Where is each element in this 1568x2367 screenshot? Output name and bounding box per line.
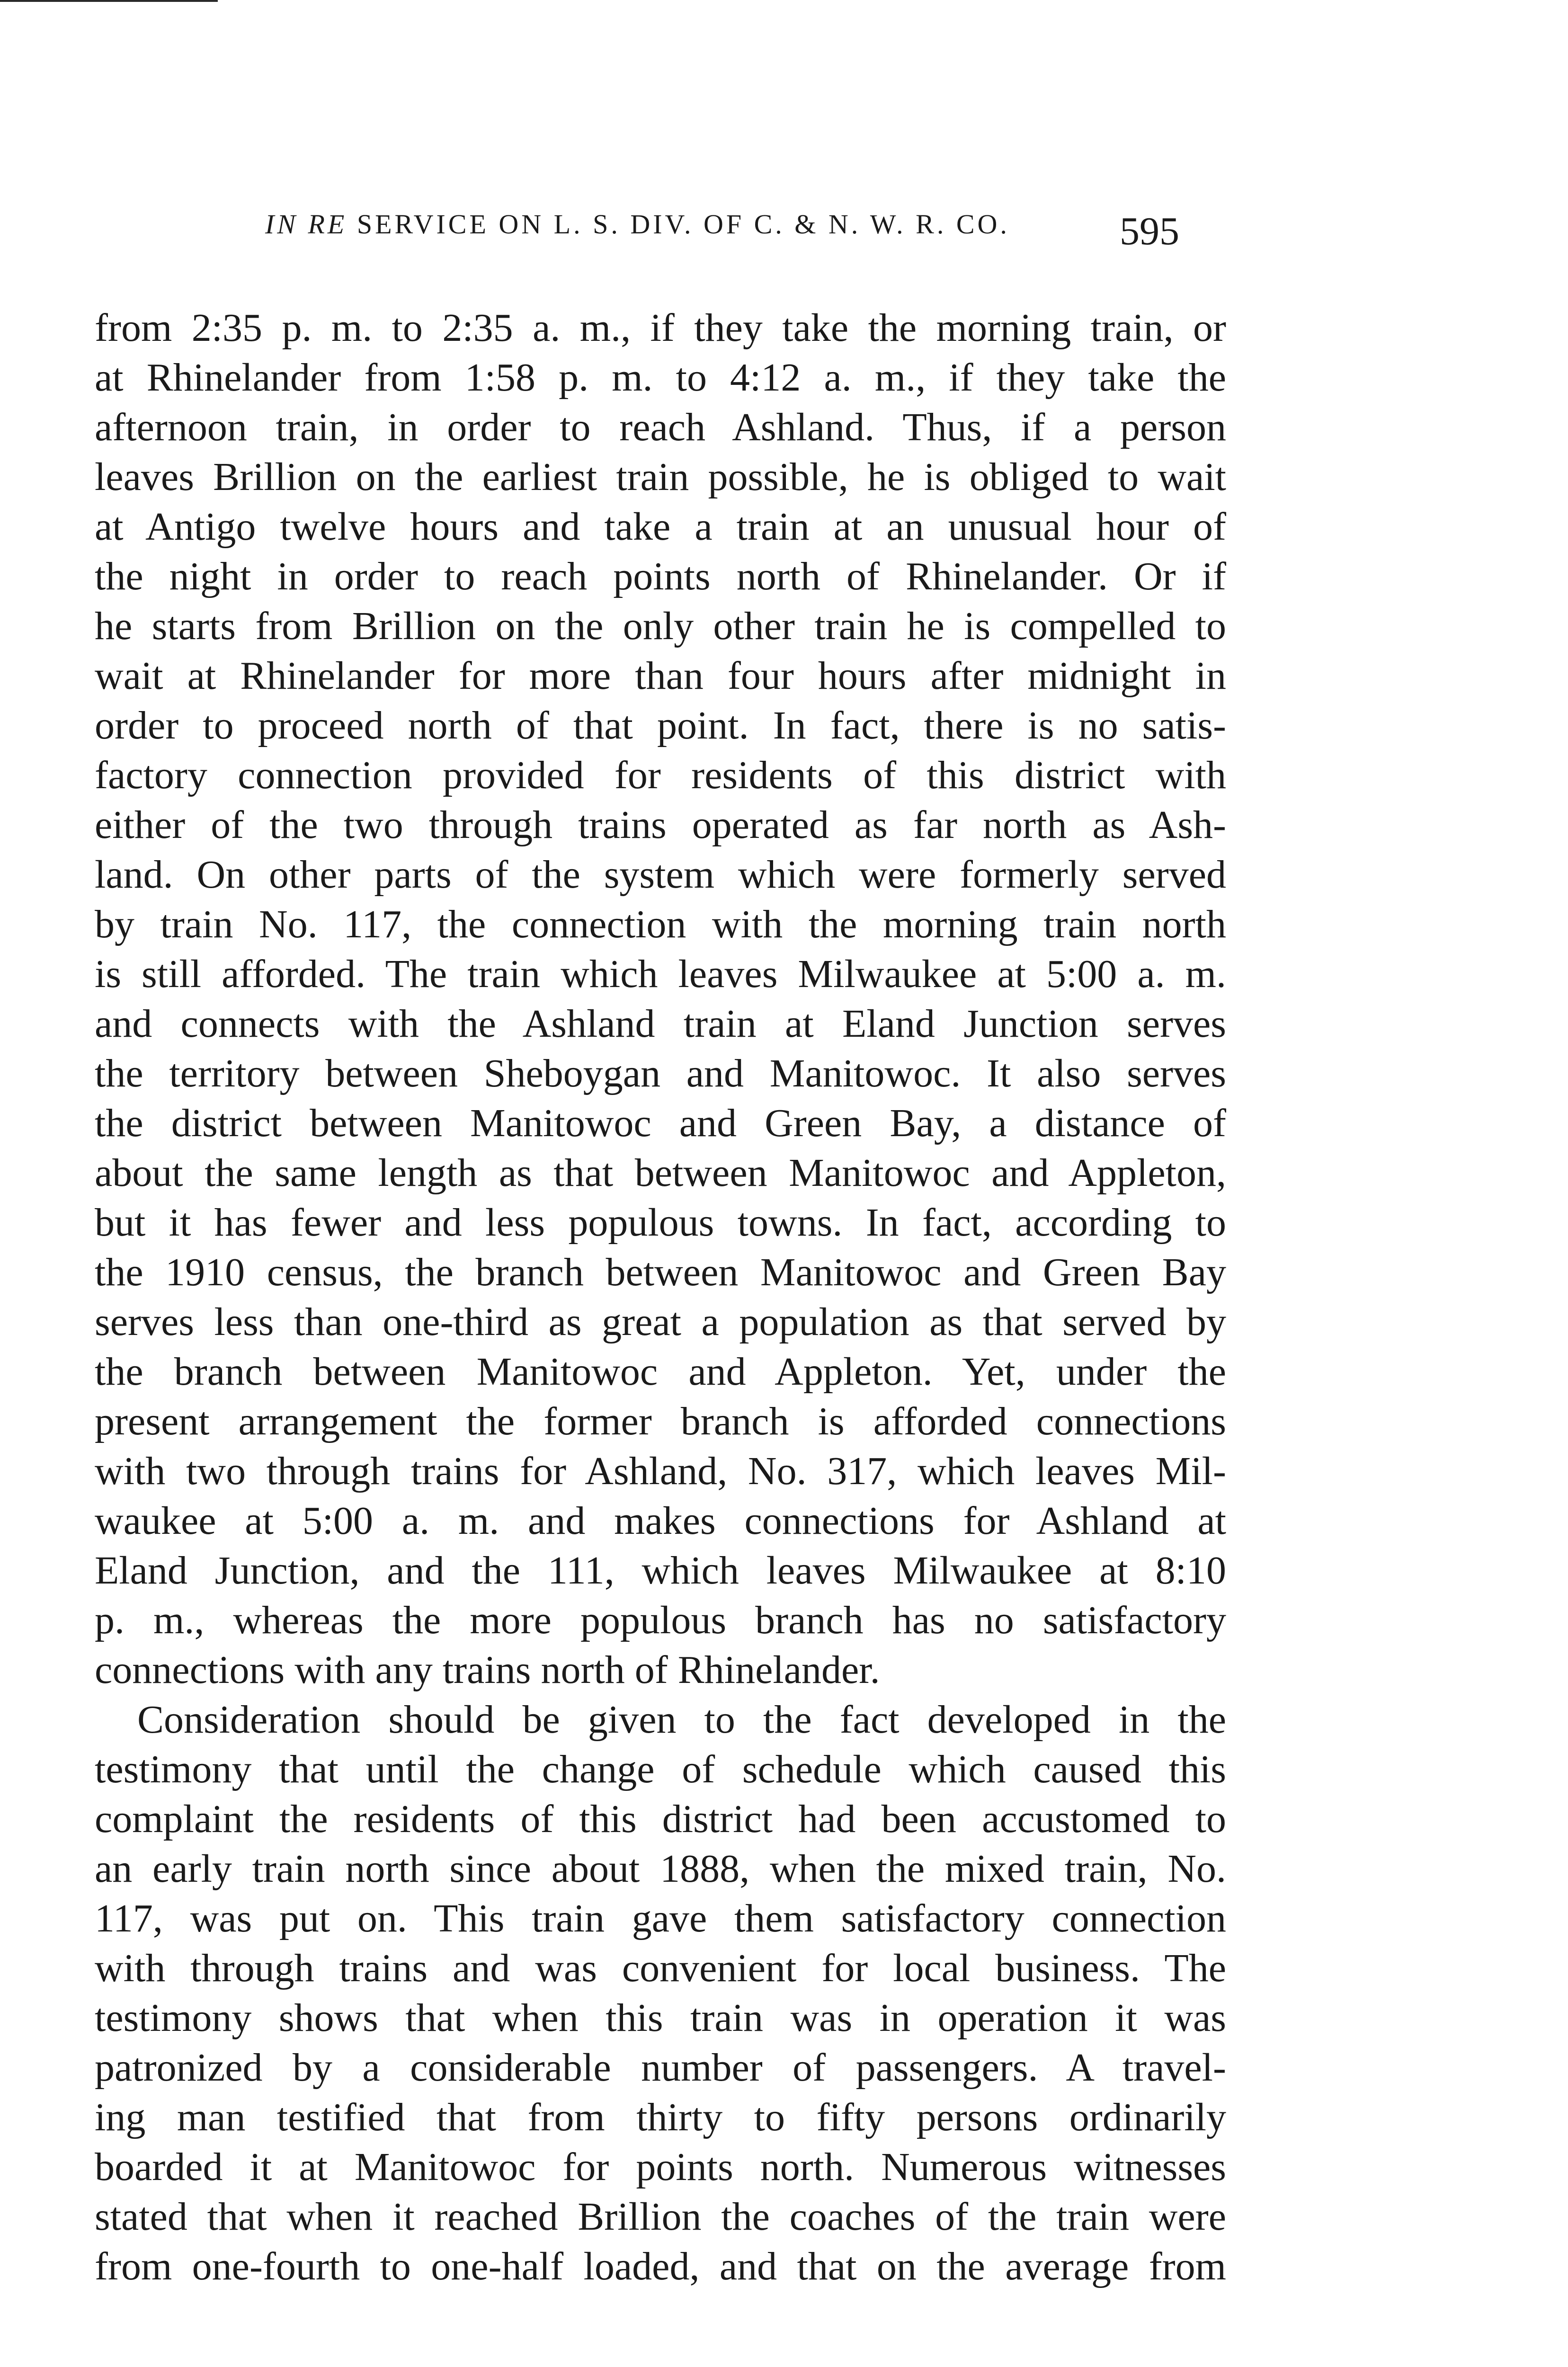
text-line: waukee at 5:00 a. m. and makes connections for Ashland at [95, 1499, 1226, 1543]
text-line: and connects with the Ashland train at Eland Junction serves [95, 1002, 1226, 1046]
text-line: at Antigo twelve hours and take a train at an unusual hour of [95, 505, 1226, 549]
text-line: ing man testified that from thirty to fifty persons ordinarily [95, 2095, 1226, 2139]
text-line: connections with any trains north of Rhinelander. [95, 1648, 880, 1692]
text-line: an early train north since about 1888, when the mixed train, No. [95, 1847, 1226, 1891]
text-line: the branch between Manitowoc and Appleton. Yet, under the [95, 1350, 1226, 1394]
text-line: afternoon train, in order to reach Ashland. Thus, if a person [95, 405, 1226, 449]
text-line: at Rhinelander from 1:58 p. m. to 4:12 a. m., if they take the [95, 356, 1226, 400]
text-line: is still afforded. The train which leaves Milwaukee at 5:00 a. m. [95, 952, 1226, 996]
text-line: with through trains and was convenient for local business. The [95, 1946, 1226, 1990]
text-line: land. On other parts of the system which were formerly served [95, 853, 1226, 897]
text-line: by train No. 117, the connection with the morning train north [95, 902, 1226, 946]
text-line: either of the two through trains operated as far north as Ash- [95, 803, 1226, 847]
text-line: the territory between Sheboygan and Manitowoc. It also serves [95, 1051, 1226, 1095]
paragraph-2 [95, 1695, 1226, 2291]
text-line: the district between Manitowoc and Green Bay, a distance of [95, 1101, 1226, 1145]
running-head-italic: IN RE [265, 209, 347, 240]
text-line: about the same length as that between Manitowoc and Appleton, [95, 1151, 1226, 1195]
text-line: leaves Brillion on the earliest train possible, he is obliged to wait [95, 455, 1226, 499]
text-line: stated that when it reached Brillion the coaches of the train were [95, 2195, 1226, 2239]
text-line: Eland Junction, and the 111, which leaves Milwaukee at 8:10 [95, 1548, 1226, 1593]
text-line: with two through trains for Ashland, No. 317, which leaves Mil- [95, 1449, 1226, 1493]
body-text [95, 303, 1226, 2291]
text-line: serves less than one-third as great a population as that served by [95, 1300, 1226, 1344]
text-line: testimony that until the change of schedule which caused this [95, 1747, 1226, 1791]
text-line: factory connection provided for residents of this district with [95, 753, 1226, 797]
text-line: but it has fewer and less populous towns. In fact, according to [95, 1201, 1226, 1245]
text-line: 117, was put on. This train gave them satisfactory connection [95, 1896, 1226, 1940]
text-line: from one-fourth to one-half loaded, and that on the average from [95, 2244, 1226, 2288]
text-line: order to proceed north of that point. In fact, there is no satis- [95, 703, 1226, 747]
text-line: complaint the residents of this district had been accustomed to [95, 1797, 1226, 1841]
running-head [265, 208, 1010, 240]
running-head-text: SERVICE ON L. S. DIV. OF C. & N. W. R. CO. [356, 209, 1010, 240]
corner-rule [0, 0, 218, 2]
text-line: boarded it at Manitowoc for points north. Numerous witnesses [95, 2145, 1226, 2189]
text-line: wait at Rhinelander for more than four hours after midnight in [95, 654, 1226, 698]
text-line: he starts from Brillion on the only other train he is compelled to [95, 604, 1226, 648]
paragraph-1 [95, 303, 1226, 1695]
text-line: testimony shows that when this train was in operation it was [95, 1996, 1226, 2040]
text-line: the 1910 census, the branch between Manitowoc and Green Bay [95, 1250, 1226, 1294]
text-line: p. m., whereas the more populous branch has no satisfactory [95, 1598, 1226, 1642]
text-line: the night in order to reach points north of Rhinelander. Or if [95, 554, 1226, 598]
text-line: present arrangement the former branch is afforded connections [95, 1399, 1226, 1443]
text-line: Consideration should be given to the fact developed in the [137, 1698, 1226, 1742]
page-number: 595 [1120, 209, 1179, 253]
text-line: patronized by a considerable number of passengers. A travel- [95, 2046, 1226, 2090]
text-line: from 2:35 p. m. to 2:35 a. m., if they take the morning train, or [95, 306, 1226, 350]
